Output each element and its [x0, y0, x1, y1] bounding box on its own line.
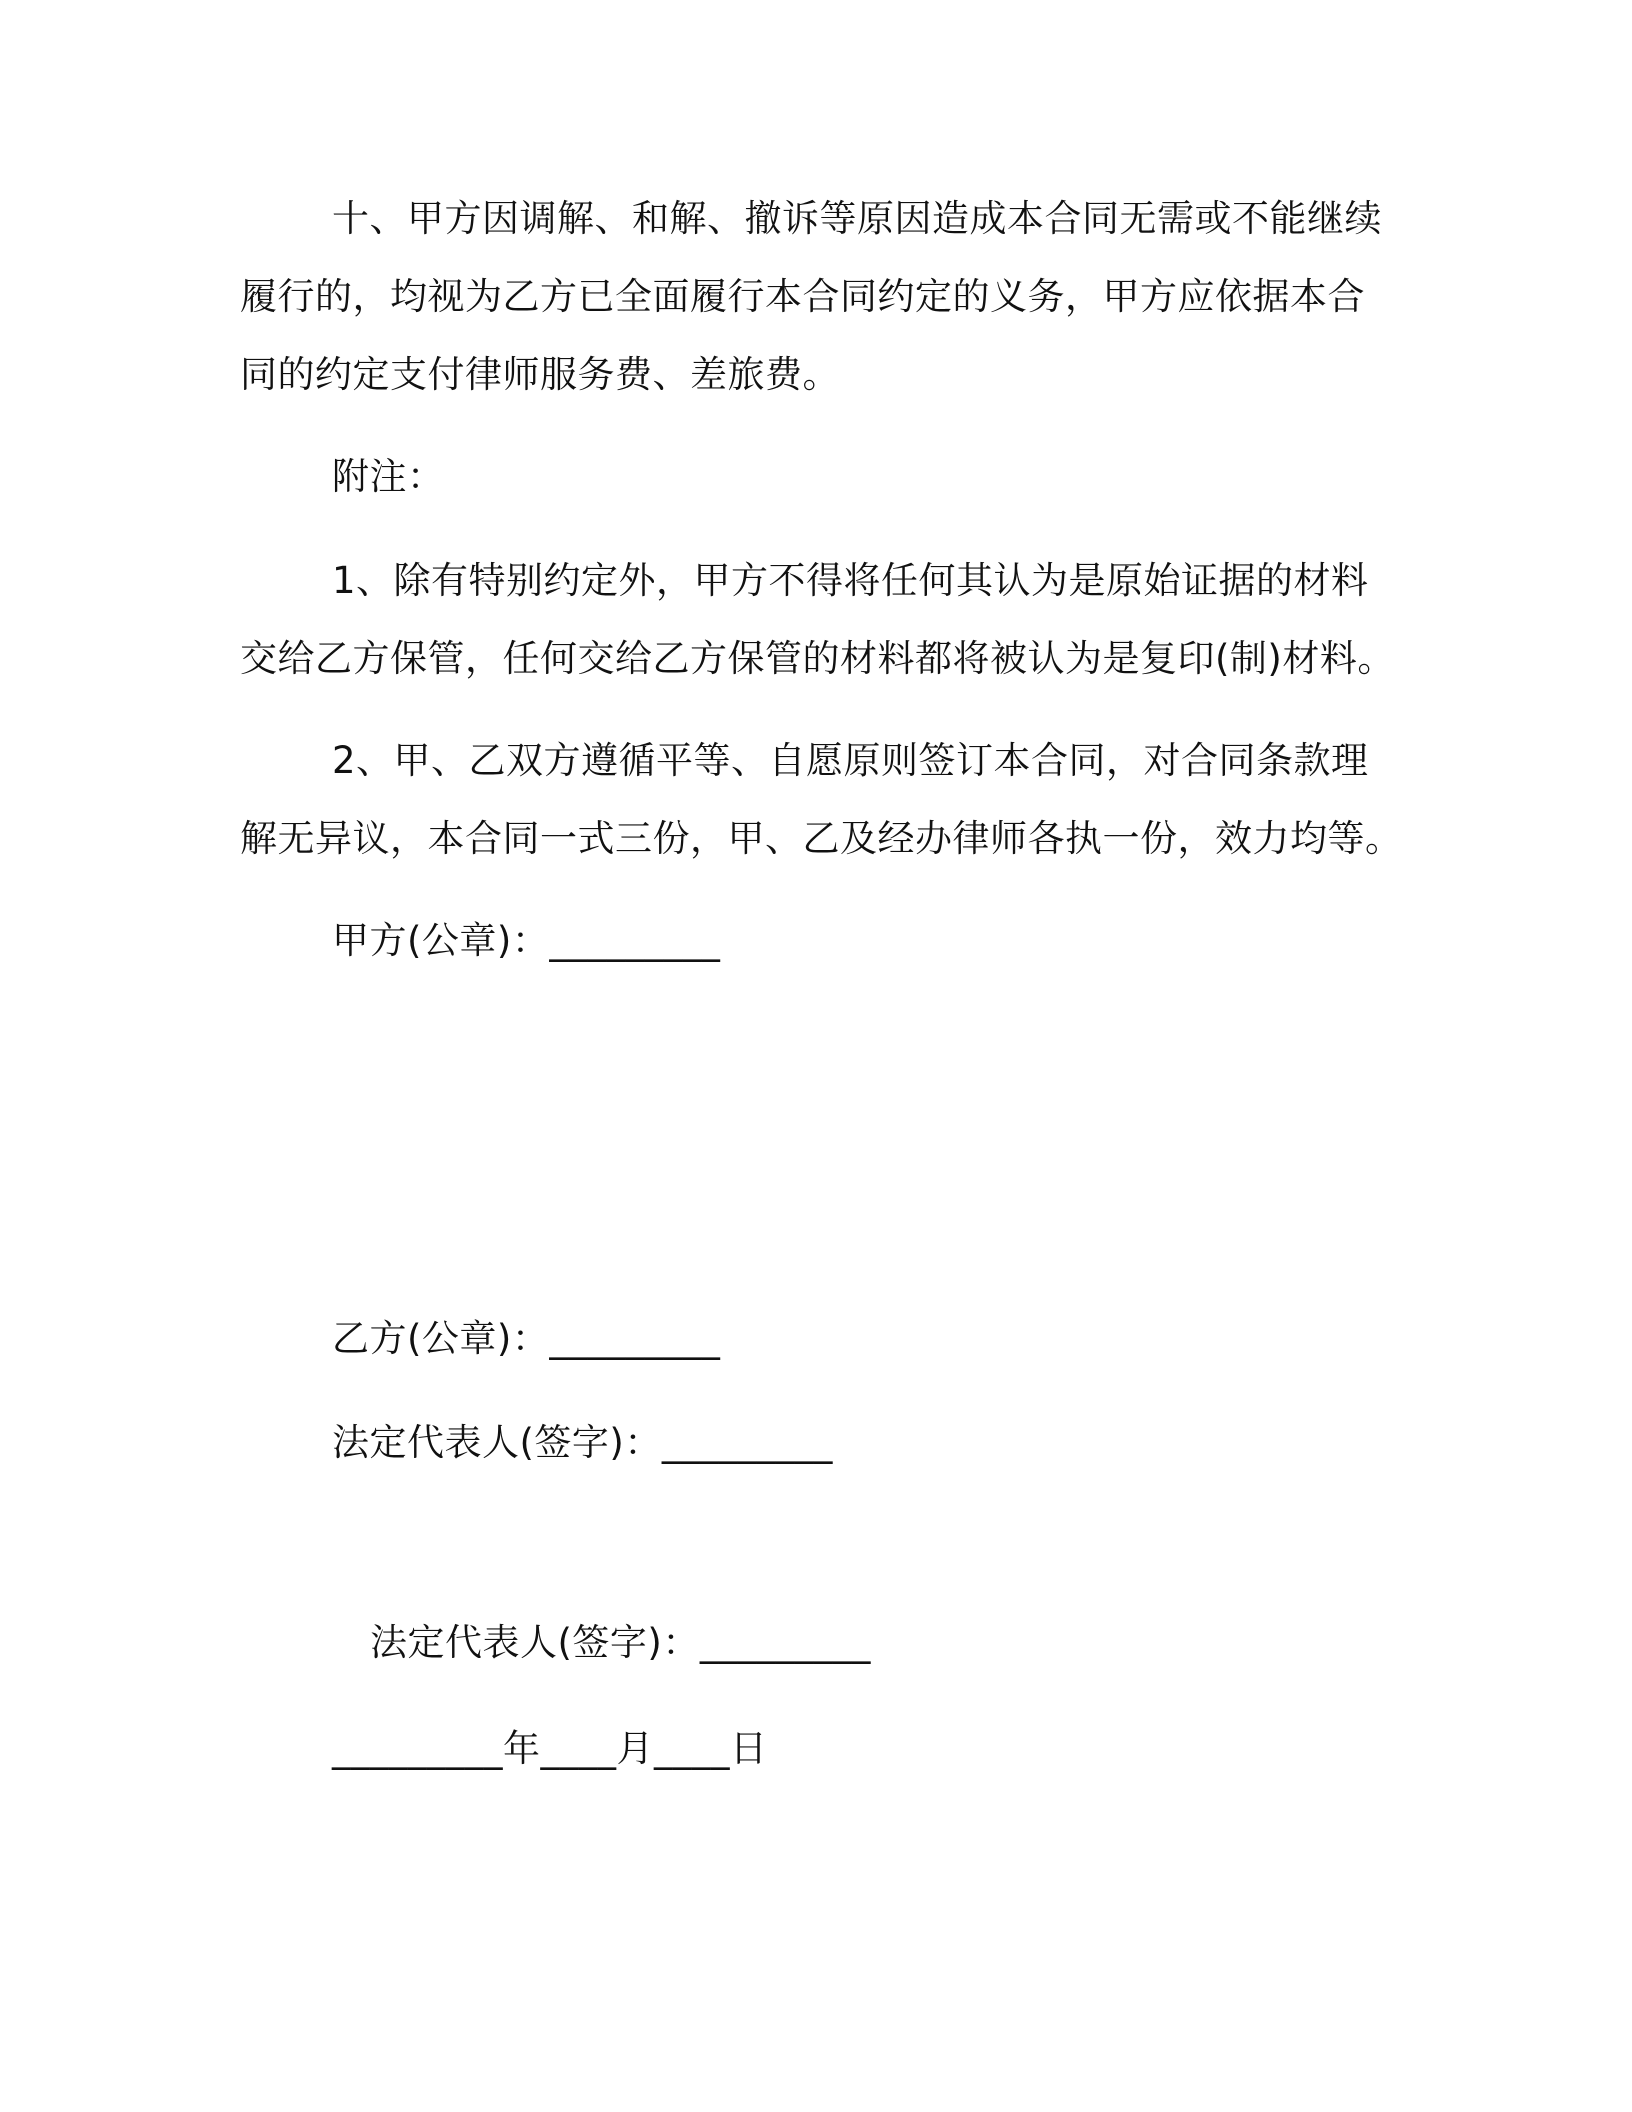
clause-10-line-2: 履行的，均视为乙方已全面履行本合同约定的义务，甲方应依据本合 — [240, 275, 1365, 318]
note-1-line-2: 交给乙方保管，任何交给乙方保管的材料都将被认为是复印(制)材料。 — [240, 637, 1395, 680]
date-line: _________年____月____日 — [332, 1727, 768, 1770]
legal-rep-signature-line-1: 法定代表人(签字)：_________ — [332, 1421, 833, 1464]
clause-10-line-3: 同的约定支付律师服务费、差旅费。 — [240, 353, 840, 396]
party-a-seal-line: 甲方(公章)：_________ — [332, 919, 721, 962]
note-2-line-1: 2、甲、乙双方遵循平等、自愿原则签订本合同，对合同条款理 — [332, 739, 1369, 782]
party-b-seal-line: 乙方(公章)：_________ — [332, 1317, 721, 1360]
note-1-line-1: 1、除有特别约定外，甲方不得将任何其认为是原始证据的材料 — [332, 559, 1369, 602]
clause-10-line-1: 十、甲方因调解、和解、撤诉等原因造成本合同无需或不能继续 — [332, 197, 1382, 240]
note-heading: 附注： — [332, 455, 445, 498]
note-2-line-2: 解无异议，本合同一式三份，甲、乙及经办律师各执一份，效力均等。 — [240, 817, 1403, 860]
legal-rep-signature-line-2: 法定代表人(签字)：_________ — [370, 1621, 871, 1664]
